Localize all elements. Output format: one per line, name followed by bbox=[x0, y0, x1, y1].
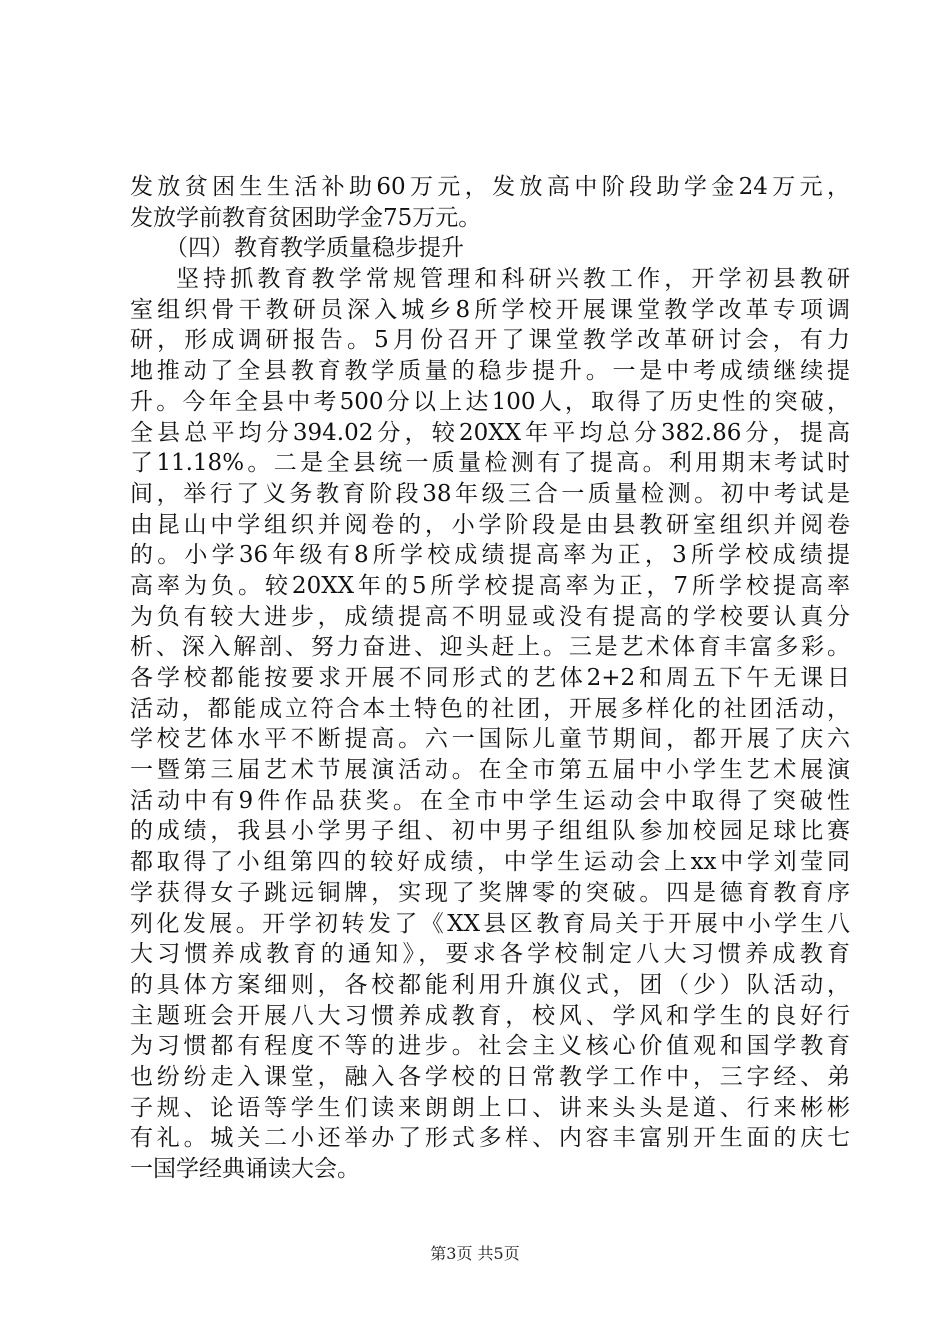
body-line: 全县总平均分394.02分，较20XX年平均总分382.86分，提高 bbox=[130, 419, 850, 446]
body-line: 了11.18%。二是全县统一质量检测有了提高。利用期末考试时 bbox=[130, 450, 850, 477]
body-line: 发放学前教育贫困助学金75万元。 bbox=[130, 204, 482, 231]
body-line: 析、深入解剖、努力奋进、迎头赶上。三是艺术体育丰富多彩。 bbox=[130, 634, 850, 661]
body-line: 一国学经典诵读大会。 bbox=[130, 1156, 360, 1182]
page-footer: 第3页 共5页 bbox=[430, 1244, 520, 1263]
body-line: 各学校都能按要求开展不同形式的艺体2+2和周五下午无课日 bbox=[130, 665, 850, 691]
body-line: 的具体方案细则，各校都能利用升旗仪式，团（少）队活动， bbox=[130, 971, 850, 998]
body-line: 活动中有9件作品获奖。在全市中学生运动会中取得了突破性 bbox=[130, 787, 850, 814]
body-line: 一暨第三届艺术节展演活动。在全市第五届中小学生艺术展演 bbox=[130, 757, 850, 784]
body-line: 研，形成调研报告。5月份召开了课堂教学改革研讨会，有力 bbox=[130, 327, 850, 354]
body-line: 发放贫困生生活补助60万元，发放高中阶段助学金24万元， bbox=[130, 174, 850, 200]
body-line: 由昆山中学组织并阅卷的，小学阶段是由县教研室组织并阅卷 bbox=[130, 511, 850, 538]
body-line: 升。今年全县中考500分以上达100人，取得了历史性的突破， bbox=[130, 388, 850, 415]
body-line: 学获得女子跳远铜牌，实现了奖牌零的突破。四是德育教育序 bbox=[130, 879, 850, 906]
body-line: 间，举行了义务教育阶段38年级三合一质量检测。初中考试是 bbox=[130, 480, 850, 507]
body-line: 室组织骨干教研员深入城乡8所学校开展课堂教学改革专项调 bbox=[130, 296, 850, 323]
body-line: 主题班会开展八大习惯养成教育，校风、学风和学生的良好行 bbox=[130, 1002, 850, 1029]
body-line: 都取得了小组第四的较好成绩，中学生运动会上xx中学刘莹同 bbox=[130, 849, 850, 876]
body-line: 列化发展。开学初转发了《XX县区教育局关于开展中小学生八 bbox=[130, 910, 850, 937]
body-line: 学校艺体水平不断提高。六一国际儿童节期间，都开展了庆六 bbox=[130, 726, 850, 753]
body-line: 有礼。城关二小还举办了形式多样、内容丰富别开生面的庆七 bbox=[130, 1125, 850, 1152]
body-line: 为负有较大进步，成绩提高不明显或没有提高的学校要认真分 bbox=[130, 603, 850, 630]
body-line: 为习惯都有程度不等的进步。社会主义核心价值观和国学教育 bbox=[130, 1033, 850, 1060]
body-line: 也纷纷走入课堂，融入各学校的日常教学工作中，三字经、弟 bbox=[130, 1063, 850, 1090]
body-line: 地推动了全县教育教学质量的稳步提升。一是中考成绩继续提 bbox=[130, 358, 850, 385]
section-heading: （四）教育教学质量稳步提升 bbox=[165, 235, 464, 262]
body-line: 活动，都能成立符合本土特色的社团，开展多样化的社团活动， bbox=[130, 695, 850, 722]
body-line: 大习惯养成教育的通知》，要求各学校制定八大习惯养成教育 bbox=[130, 941, 850, 968]
body-line: 高率为负。较20XX年的5所学校提高率为正，7所学校提高率 bbox=[130, 572, 850, 599]
body-line: 的。小学36年级有8所学校成绩提高率为正，3所学校成绩提 bbox=[130, 542, 850, 569]
body-line: 的成绩，我县小学男子组、初中男子组组队参加校园足球比赛 bbox=[130, 818, 850, 845]
body-line: 子规、论语等学生们读来朗朗上口、讲来头头是道、行来彬彬 bbox=[130, 1094, 850, 1121]
body-line: 坚持抓教育教学常规管理和科研兴教工作，开学初县教研 bbox=[176, 266, 850, 293]
document-body bbox=[130, 172, 850, 1185]
